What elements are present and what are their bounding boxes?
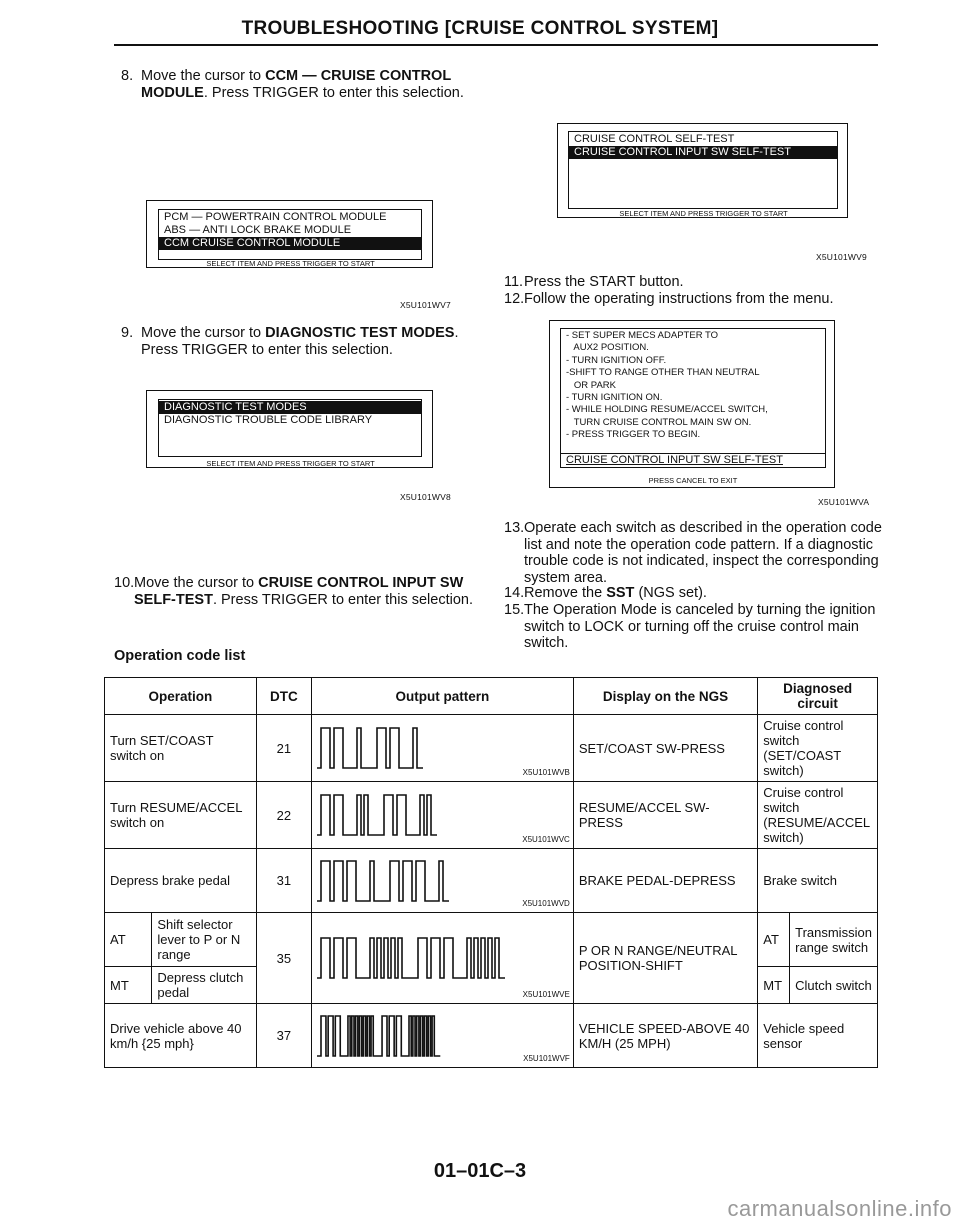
diagnosed-circuit-cell: Brake switch <box>758 849 878 913</box>
dtc-cell: 35 <box>256 913 311 1004</box>
step-text: Operate each switch as described in the operation code list and note the operation code pattern. If a diagnostic trouble code is not indicated, inspect the corresponding system area. <box>524 520 882 586</box>
dtc-cell: 22 <box>256 782 311 849</box>
step-number: 15. <box>504 602 525 618</box>
mt-label-cell: MT <box>105 967 152 1004</box>
output-pattern-cell <box>311 849 573 913</box>
step-number: 14. <box>504 585 525 601</box>
table-row <box>105 913 878 967</box>
figure-code: X5U101WVD <box>522 899 570 908</box>
ngs-screen-instructions <box>549 320 835 488</box>
page-number: 01–01C–3 <box>433 1160 527 1182</box>
screen-menu-item: DIAGNOSTIC TROUBLE CODE LIBRARY <box>164 414 373 426</box>
page-title: TROUBLESHOOTING [CRUISE CONTROL SYSTEM] <box>241 18 719 39</box>
screen-footer: PRESS CANCEL TO EXIT <box>648 476 738 485</box>
output-pattern-cell <box>311 1004 573 1068</box>
screen-menu-item: PCM — POWERTRAIN CONTROL MODULE <box>164 211 387 223</box>
at-label-cell: AT <box>758 913 790 967</box>
step-keyword: CCM — CRUISE CONTROL MODULE <box>141 68 451 101</box>
figure-code: X5U101WVC <box>522 835 570 844</box>
col-header-output-pattern: Output pattern <box>311 678 573 715</box>
col-header-ngs-display: Display on the NGS <box>573 678 757 715</box>
instruction-line: OR PARK <box>566 379 616 391</box>
step-text: The Operation Mode is canceled by turning the ignition switch to LOCK or turning off the cruise control main switch. <box>524 602 876 651</box>
instruction-line: -SHIFT TO RANGE OTHER THAN NEUTRAL <box>566 367 760 379</box>
step-text-run: . Press TRIGGER to enter this selection. <box>141 325 459 358</box>
step-8 <box>121 68 481 101</box>
step-keyword: CRUISE CONTROL INPUT SW SELF-TEST <box>134 575 464 608</box>
header-rule <box>114 44 878 46</box>
output-pattern-cell <box>311 913 573 1004</box>
operation-cell: Drive vehicle above 40 km/h {25 mph} <box>105 1004 257 1068</box>
step-text-run: Move the cursor to <box>141 68 266 84</box>
step-number: 12. <box>504 291 525 307</box>
pulse-trace <box>317 1016 440 1056</box>
pulse-trace <box>317 938 505 978</box>
section-title: Operation code list <box>114 648 246 664</box>
ngs-display-cell: RESUME/ACCEL SW-PRESS <box>573 782 757 849</box>
screen-footer: SELECT ITEM AND PRESS TRIGGER TO START <box>206 459 375 468</box>
step-number: 9. <box>121 325 134 341</box>
pulse-trace <box>317 861 449 901</box>
step-text <box>524 585 884 602</box>
table-header-row <box>105 678 878 715</box>
dtc-cell: 31 <box>256 849 311 913</box>
step-text: Press the START button. <box>524 274 684 290</box>
step-text <box>141 325 481 358</box>
operation-cell: Shift selector lever to P or N range <box>152 913 256 967</box>
watermark: carmanualsonline.info <box>727 1196 952 1221</box>
table-row <box>105 715 878 782</box>
ngs-display-cell: VEHICLE SPEED-ABOVE 40 KM/H (25 MPH) <box>573 1004 757 1068</box>
instruction-line: - TURN IGNITION OFF. <box>566 354 667 366</box>
step-number: 8. <box>121 68 134 84</box>
step-text-run: . Press TRIGGER to enter this selection. <box>212 591 473 608</box>
ngs-screen-self-test-select <box>557 123 848 218</box>
pulse-trace <box>317 795 437 835</box>
step-text-run: Remove the <box>524 585 607 601</box>
pulse-trace <box>317 728 423 768</box>
diagnosed-circuit-cell: Cruise control switch (RESUME/ACCEL switch) <box>758 782 878 849</box>
figure-code: X5U101WVA <box>818 497 870 507</box>
at-label-cell: AT <box>105 913 152 967</box>
operation-cell: Depress brake pedal <box>105 849 257 913</box>
ngs-display-cell: BRAKE PEDAL-DEPRESS <box>573 849 757 913</box>
step-number: 13. <box>504 520 525 536</box>
ngs-display-cell: SET/COAST SW-PRESS <box>573 715 757 782</box>
step-text-run: . Press TRIGGER to enter this selection. <box>203 84 464 101</box>
instruction-box <box>560 328 826 468</box>
screen-selected-item: CCM CRUISE CONTROL MODULE <box>159 237 421 250</box>
figure-code: X5U101WVF <box>523 1054 570 1063</box>
output-pattern-cell <box>311 782 573 849</box>
step-keyword: SST <box>606 585 635 601</box>
ngs-screen-module-select <box>146 200 433 268</box>
dtc-cell: 37 <box>256 1004 311 1068</box>
screen-footer: SELECT ITEM AND PRESS TRIGGER TO START <box>206 259 375 268</box>
table-row <box>105 849 878 913</box>
step-13 <box>504 520 884 586</box>
ngs-screen-diagnostic-select <box>146 390 433 468</box>
ngs-display-cell: P OR N RANGE/NEUTRAL POSITION-SHIFT <box>573 913 757 1004</box>
screen-selected-item: CRUISE CONTROL INPUT SW SELF-TEST <box>569 146 837 159</box>
diagnosed-circuit-cell: Vehicle speed sensor <box>758 1004 878 1068</box>
operation-cell: Turn RESUME/ACCEL switch on <box>105 782 257 849</box>
step-text <box>134 575 484 608</box>
table-row <box>105 782 878 849</box>
step-text-run: (NGS set). <box>634 585 707 601</box>
step-text-run: Move the cursor to <box>141 325 266 341</box>
step-text <box>141 68 481 101</box>
output-pattern-waveform <box>317 932 567 984</box>
step-15 <box>504 602 884 652</box>
figure-code: X5U101WV7 <box>400 300 451 310</box>
diagnosed-circuit-cell: Transmission range switch <box>790 913 878 967</box>
col-header-operation: Operation <box>105 678 257 715</box>
figure-code: X5U101WV9 <box>816 252 867 262</box>
screen-footer: SELECT ITEM AND PRESS TRIGGER TO START <box>619 209 788 218</box>
output-pattern-cell <box>311 715 573 782</box>
col-header-dtc: DTC <box>256 678 311 715</box>
dtc-cell: 21 <box>256 715 311 782</box>
figure-code: X5U101WVE <box>522 990 570 999</box>
diagnosed-circuit-cell: Clutch switch <box>790 967 878 1004</box>
step-12 <box>504 291 884 308</box>
instruction-line: TURN CRUISE CONTROL MAIN SW ON. <box>566 416 752 428</box>
instruction-line: AUX2 POSITION. <box>566 342 649 354</box>
instruction-line: - WHILE HOLDING RESUME/ACCEL SWITCH, <box>566 404 768 416</box>
step-9 <box>121 325 481 358</box>
instruction-line: - PRESS TRIGGER TO BEGIN. <box>566 429 701 441</box>
screen-menu-item: CRUISE CONTROL SELF-TEST <box>574 133 735 145</box>
operation-code-table <box>104 677 878 1068</box>
col-header-diagnosed-circuit: Diagnosed circuit <box>758 678 878 715</box>
step-14 <box>504 585 884 602</box>
screen-menu-item: ABS — ANTI LOCK BRAKE MODULE <box>164 224 352 236</box>
step-keyword: DIAGNOSTIC TEST MODES <box>265 325 455 341</box>
step-text: Follow the operating instructions from the menu. <box>524 291 834 307</box>
diagnosed-circuit-cell: Cruise control switch (SET/COAST switch) <box>758 715 878 782</box>
operation-cell: Turn SET/COAST switch on <box>105 715 257 782</box>
step-10 <box>114 575 484 608</box>
screen-selected-item: DIAGNOSTIC TEST MODES <box>159 401 421 414</box>
table-row <box>105 1004 878 1068</box>
instruction-line: - SET SUPER MECS ADAPTER TO <box>566 330 719 341</box>
step-number: 11. <box>504 274 524 290</box>
figure-code: X5U101WVB <box>522 768 570 777</box>
step-text-run: Move the cursor to <box>134 575 259 591</box>
operation-cell: Depress clutch pedal <box>152 967 256 1004</box>
figure-code: X5U101WV8 <box>400 492 451 502</box>
step-number: 10. <box>114 575 135 591</box>
screen-title: CRUISE CONTROL INPUT SW SELF-TEST <box>561 453 825 467</box>
mt-label-cell: MT <box>758 967 790 1004</box>
step-11 <box>504 274 884 291</box>
instruction-line: - TURN IGNITION ON. <box>566 392 663 404</box>
